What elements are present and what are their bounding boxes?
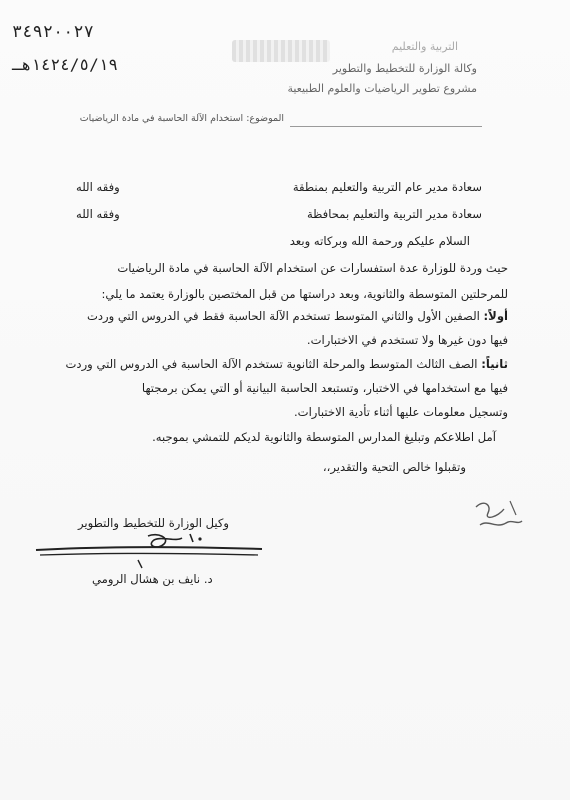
signatory-title: وكيل الوزارة للتخطيط والتطوير — [78, 516, 230, 530]
margin-initials-annotation — [470, 495, 530, 545]
greeting: السلام عليكم ورحمة الله وبركاته وبعد — [289, 234, 470, 248]
body-p1-line1: حيث وردة للوزارة عدة استفسارات عن استخدام الآلة الحاسبة في مادة الرياضيات — [117, 261, 508, 275]
body-p1-line2: للمرحلتين المتوسطة والثانوية، وبعد دراستها من قبل المختصين بالوزارة يعتمد ما يلي: — [101, 287, 508, 301]
addressee-region: سعادة مدير عام التربية والتعليم بمنطقة — [292, 180, 482, 194]
handwritten-date: ١٤٢٤/٥/١٩هـ — [12, 55, 118, 74]
closing-blessing-2: وفقه الله — [76, 207, 120, 221]
subject-line: الموضوع: استخدام الآلة الحاسبة في مادة الرياضيات — [79, 113, 284, 124]
regards: وتقبلوا خالص التحية والتقدير،، — [322, 460, 466, 474]
closing-blessing-1: وفقه الله — [76, 180, 120, 194]
item-first-line1 — [87, 309, 508, 323]
closing-request: آمل اطلاعكم وتبليغ المدارس المتوسطة والثانوية لديكم للتمشي بموجبه. — [152, 430, 496, 444]
scan-smudge — [232, 40, 330, 62]
header-project: مشروع تطوير الرياضيات والعلوم الطبيعية — [287, 82, 477, 95]
item-second-line2: فيها مع استخدامها في الاختبار، وتستبعد الحاسبة البيانية أو التي يمكن برمجتها — [141, 381, 508, 395]
item-second-line1 — [66, 357, 509, 371]
item-first-text: الصفين الأول والثاني المتوسط تستخدم الآلة الحاسبة فقط في الدروس التي وردت — [86, 309, 480, 323]
item-second-line3: وتسجيل معلومات عليها أثناء تأدية الاختبارات. — [293, 405, 508, 419]
item-second-lead: ثانياً: — [481, 357, 508, 371]
item-second-text: الصف الثالث المتوسط والمرحلة الثانوية تستخدم الآلة الحاسبة في الدروس التي وردت — [65, 357, 478, 371]
header-department: وكالة الوزارة للتخطيط والتطوير — [332, 62, 477, 75]
signatory-name: د. نايف بن هشال الرومي — [92, 572, 213, 586]
addressee-governorate: سعادة مدير التربية والتعليم بمحافظة — [306, 207, 482, 221]
handwritten-signature — [30, 530, 270, 572]
item-first-lead: أولاً: — [483, 309, 508, 323]
handwritten-reference-number: ٣٤٩٢٠٠٢٧ — [12, 22, 94, 42]
header-faint-line: التربية والتعليم — [391, 40, 458, 53]
subject-separator — [290, 126, 482, 127]
item-first-line2: فيها دون غيرها ولا تستخدم في الاختبارات. — [306, 333, 508, 347]
